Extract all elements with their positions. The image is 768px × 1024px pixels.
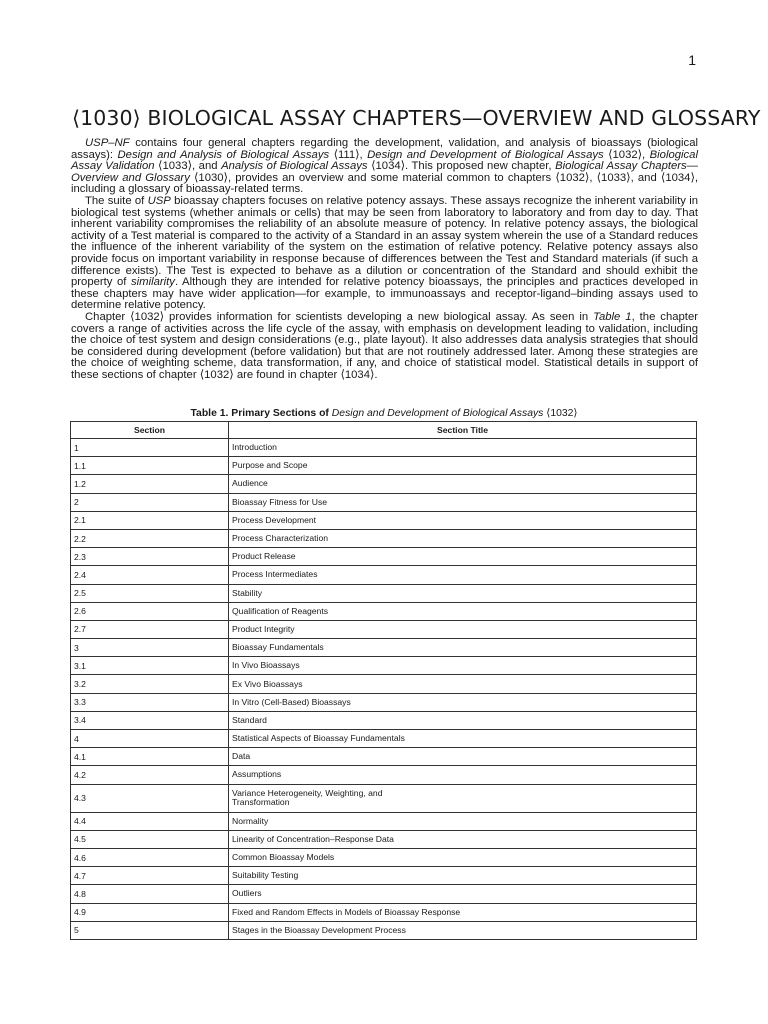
table-row (71, 766, 697, 784)
section-title-cell: Bioassay Fitness for Use (229, 493, 697, 511)
table-row (71, 921, 697, 939)
column-header-section-title: Section Title (229, 422, 697, 439)
section-number-cell: 4.7 (71, 867, 229, 885)
table-row (71, 693, 697, 711)
paragraph-2 (71, 196, 698, 312)
section-number-cell: 4.1 (71, 748, 229, 766)
table-caption (70, 407, 698, 419)
body-text (71, 138, 698, 381)
section-number-cell: 2.2 (71, 529, 229, 547)
section-number-cell: 4.2 (71, 766, 229, 784)
table-row (71, 511, 697, 529)
table-row (71, 439, 697, 457)
section-title-cell: Ex Vivo Bioassays (229, 675, 697, 693)
section-number-cell: 1 (71, 439, 229, 457)
table-row (71, 711, 697, 729)
section-title-cell: Standard (229, 711, 697, 729)
text-run: ⟨1033⟩, and (154, 160, 222, 173)
table-row (71, 657, 697, 675)
table-row (71, 675, 697, 693)
section-title-cell: Process Development (229, 511, 697, 529)
section-title-cell: Qualification of Reagents (229, 602, 697, 620)
text-run: Chapter ⟨1032⟩ provides information for scientists developing a new biological assay. As seen in (85, 310, 594, 323)
table-row (71, 812, 697, 830)
section-number-cell: 3 (71, 639, 229, 657)
table-caption-chapter-number: ⟨1032⟩ (543, 408, 578, 419)
section-title-cell: Assumptions (229, 766, 697, 784)
text-run: The suite of (85, 194, 148, 207)
text-run: ⟨1034⟩. This proposed new chapter, (367, 160, 556, 173)
table-row (71, 730, 697, 748)
section-title-cell: Introduction (229, 439, 697, 457)
section-title-cell: Process Characterization (229, 529, 697, 547)
section-title-cell: Suitability Testing (229, 867, 697, 885)
table-caption-chapter-title: Design and Development of Biological Assays (331, 408, 544, 419)
section-title-cell: Data (229, 748, 697, 766)
table-row (71, 529, 697, 547)
table-row (71, 620, 697, 638)
section-number-cell: 4 (71, 730, 229, 748)
table-row (71, 493, 697, 511)
column-header-section: Section (71, 422, 229, 439)
section-title-cell: In Vitro (Cell-Based) Bioassays (229, 693, 697, 711)
section-number-cell: 2 (71, 493, 229, 511)
table-row (71, 639, 697, 657)
text-run: bioassay chapters focuses on relative potency assays. These assays recognize the inherent variability in biological test systems (whether animals or cells) that may be seen from laboratory to laboratory and from day to day. That inherent variability compromises the reliability of an absolute measure of potency. In relative potency assays, the biological activity of a Test material is compared to the activity of a Standard in an assay system wherein the use of a Standard reduces the influence of the inherent variability of the system on the estimation of relative potency. Relative potency assays also provide focus on important variability in response because of differences between the Test and Standard materials (if such a difference exists). The Test is expected to behave as a dilution or concentration of the Standard and should exhibit the property of (71, 194, 698, 289)
section-title-cell: Bioassay Fundamentals (229, 639, 697, 657)
table-row (71, 584, 697, 602)
italic-text: similarity (131, 276, 175, 289)
section-title-cell: Product Release (229, 548, 697, 566)
text-run: . Although they are intended for relative potency bioassays, the principles and practices developed in these chapters may have wider application—for example, to immunoassays and receptor-ligand–binding assays used to determine relative potency. (71, 276, 698, 312)
text-run: ⟨1032⟩, (603, 148, 650, 161)
table-row (71, 602, 697, 620)
italic-text: USP–NF (85, 137, 130, 149)
italic-text: USP (147, 194, 171, 207)
table-header-row (71, 422, 697, 439)
table-row (71, 748, 697, 766)
table-row (71, 566, 697, 584)
section-number-cell: 2.5 (71, 584, 229, 602)
page-title: ⟨1030⟩ BIOLOGICAL ASSAY CHAPTERS—OVERVIEW AND GLOSSARY (72, 105, 761, 130)
italic-text: Design and Development of Biological Assays (367, 148, 604, 161)
section-title-cell: Stages in the Bioassay Development Process (229, 921, 697, 939)
section-number-cell: 4.4 (71, 812, 229, 830)
section-title-cell: Common Bioassay Models (229, 848, 697, 866)
paragraph-3 (71, 312, 698, 382)
sections-table (70, 421, 697, 940)
table-row (71, 885, 697, 903)
section-title-cell: Process Intermediates (229, 566, 697, 584)
section-title-cell: Audience (229, 475, 697, 493)
section-number-cell: 3.1 (71, 657, 229, 675)
section-title-cell: Linearity of Concentration–Response Data (229, 830, 697, 848)
section-number-cell: 2.6 (71, 602, 229, 620)
section-number-cell: 3.4 (71, 711, 229, 729)
text-run: , the chapter covers a range of activities across the life cycle of the assay, with emphasis on development leading to validation, including the choice of test system and design considerations (e.g., plate layout). It also addresses data analysis strategies that should be considered during development (before validation) but that are not routinely addressed later. Among these strategies are the choice of weighting scheme, data transformation, if any, and choice of statistical model. Statistical details in support of these sections of chapter ⟨1032⟩ are found in chapter ⟨1034⟩. (71, 310, 698, 381)
table-row (71, 784, 697, 812)
table-row (71, 457, 697, 475)
table-row (71, 848, 697, 866)
section-number-cell: 5 (71, 921, 229, 939)
table-row (71, 867, 697, 885)
table-row (71, 475, 697, 493)
section-number-cell: 4.6 (71, 848, 229, 866)
italic-text: Analysis of Biological Assays (221, 160, 368, 173)
section-title-cell: Stability (229, 584, 697, 602)
section-number-cell: 2.3 (71, 548, 229, 566)
section-title-cell: Variance Heterogeneity, Weighting, and Transformation (229, 784, 697, 812)
section-number-cell: 2.1 (71, 511, 229, 529)
table-row (71, 830, 697, 848)
section-title-cell: Fixed and Random Effects in Models of Bioassay Response (229, 903, 697, 921)
italic-text: Biological Assay Chapters—Overview and Glossary (71, 160, 698, 184)
section-title-cell: Normality (229, 812, 697, 830)
section-title-cell: Statistical Aspects of Bioassay Fundamentals (229, 730, 697, 748)
section-number-cell: 4.5 (71, 830, 229, 848)
section-title-cell: Outliers (229, 885, 697, 903)
italic-text: Biological Assay Validation (71, 148, 698, 173)
paragraph-1 (71, 138, 698, 196)
section-title-cell: Product Integrity (229, 620, 697, 638)
table-caption-label: Table 1. Primary Sections of (190, 408, 329, 419)
section-title-cell: In Vivo Bioassays (229, 657, 697, 675)
section-number-cell: 3.3 (71, 693, 229, 711)
table-row (71, 548, 697, 566)
section-number-cell: 4.9 (71, 903, 229, 921)
section-number-cell: 1.1 (71, 457, 229, 475)
section-number-cell: 4.8 (71, 885, 229, 903)
text-run: ⟨111⟩, (329, 148, 368, 161)
text-run: ⟨1030⟩, provides an overview and some material common to chapters ⟨1032⟩, ⟨1033⟩, and ⟨1034⟩, including a glossary of bioassay-related terms. (71, 171, 698, 196)
table-body (71, 439, 697, 940)
section-number-cell: 3.2 (71, 675, 229, 693)
section-number-cell: 2.7 (71, 620, 229, 638)
section-number-cell: 2.4 (71, 566, 229, 584)
italic-text: Design and Analysis of Biological Assays (117, 148, 330, 161)
section-number-cell: 4.3 (71, 784, 229, 812)
italic-text: Table 1 (593, 310, 632, 323)
table-row (71, 903, 697, 921)
section-number-cell: 1.2 (71, 475, 229, 493)
page-number: 1 (688, 52, 696, 68)
section-title-cell: Purpose and Scope (229, 457, 697, 475)
text-run: contains four general chapters regarding the development, validation, and analysis of bioassays (biological assays): (71, 137, 698, 161)
